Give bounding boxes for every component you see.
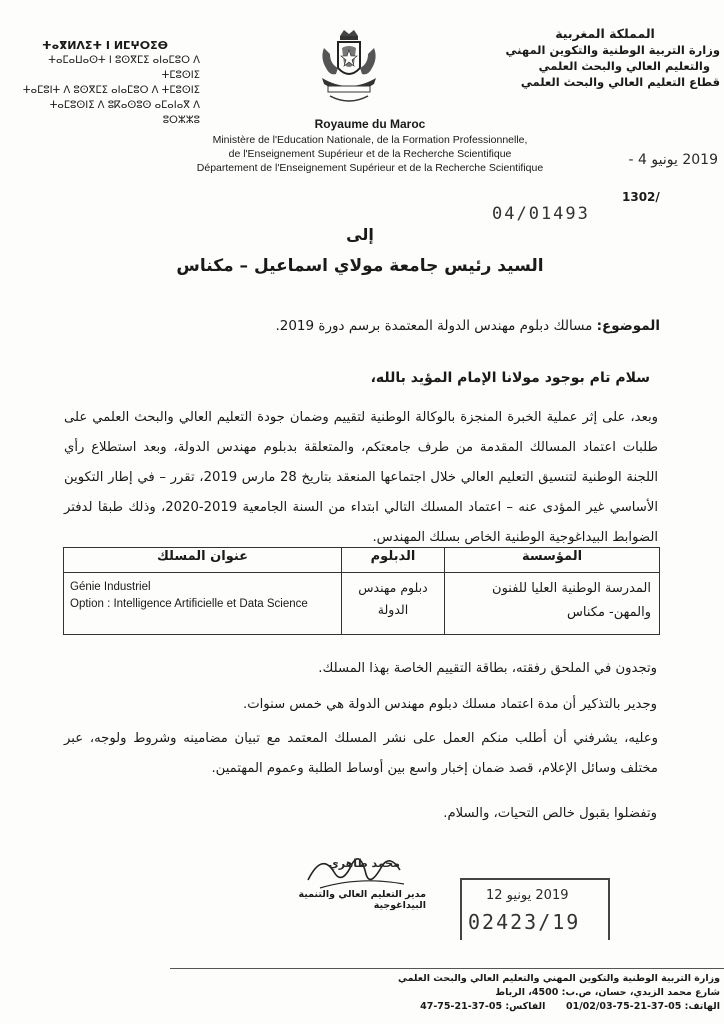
- arabic-line: قطاع التعليم العالي والبحث العلمي: [520, 75, 720, 89]
- arabic-header: [490, 26, 720, 90]
- tifinagh-line: ⵜⴰⵎⵓⵙⵏⵉ ⴷ ⵓⴽⴰⵙⵓⵙ ⴰⵎⴰⵏⴰⴳ ⴷ ⵓⵔⵣⵣⵓ: [49, 100, 200, 126]
- cell-institution: المدرسة الوطنية العليا للفنون والمهن- مكناس: [445, 573, 660, 635]
- arabic-line: والتعليم العالي والبحث العلمي: [538, 59, 710, 73]
- french-line: Département de l'Enseignement Supérieur et de la Recherche Scientifique: [196, 162, 544, 174]
- arabic-title: المملكة المغربية: [555, 26, 655, 41]
- footer-fax: الفاكس: 05-37-21-75-47: [420, 1001, 546, 1012]
- sign-off: وتفضلوا بقبول خالص التحيات، والسلام.: [443, 806, 657, 821]
- french-line: Ministère de l'Education Nationale, de la Formation Professionnelle,: [212, 134, 528, 146]
- tifinagh-title: ⵜⴰⴳⵍⴷⵉⵜ ⵏ ⵍⵎⵖⵔⵉⴱ: [41, 39, 168, 52]
- subject-text: مسالك دبلوم مهندس الدولة المعتمدة برسم دورة 2019.: [275, 318, 593, 334]
- program-line: Option : Intelligence Artificielle et Data Science: [70, 598, 308, 610]
- footer-line: وزارة التربية الوطنية والتكوين المهني والتعليم العالي والبحث العلمي: [397, 973, 720, 984]
- date-handwritten: 2019 يونيو 4 -: [628, 152, 718, 168]
- tifinagh-line: ⵜⴰⵎⴰⵡⴰⵙⵜ ⵏ ⵓⵙⴳⵎⵉ ⴰⵏⴰⵎⵓⵔ ⴷ ⵜⵎⵓⵙⵏⵉ: [48, 55, 200, 81]
- footer-phone: الهاتف: 05-37-21-75-01/02/03: [565, 1001, 720, 1012]
- cell-program: [64, 573, 342, 635]
- tifinagh-line: ⵜⴰⵎⵓⵏⵜ ⴷ ⵓⵙⴳⵎⵉ ⴰⵏⴰⵎⵓⵔ ⴷ ⵜⵎⵓⵙⵏⵉ: [22, 85, 200, 96]
- arabic-line: وزارة التربية الوطنية والتكوين المهني: [505, 43, 720, 57]
- table-row: [64, 573, 660, 635]
- to-label: إلى: [346, 225, 374, 244]
- col-header-institution: المؤسسة: [445, 548, 660, 573]
- footer-divider: [170, 968, 724, 969]
- program-table: [63, 547, 660, 635]
- tifinagh-header: [10, 38, 200, 128]
- signature-title: مدير التعليم العالي والتنمية البيداغوجية: [298, 889, 426, 911]
- footer-contact: [170, 1000, 720, 1014]
- closing-line: وجدير بالتذكير أن مدة اعتماد مسلك دبلوم مهندس الدولة هي خمس سنوات.: [243, 697, 657, 712]
- french-title: Royaume du Maroc: [314, 117, 426, 131]
- coat-of-arms-emblem: [316, 28, 382, 108]
- body-paragraph: وبعد، على إثر عملية الخبرة المنجزة بالوكالة الوطنية لتقييم وضمان جودة التعليم العالي والبحث العلمي على طلبات اعتماد المسالك المقدمة من طرف جامعتكم، والمتعلقة بدبلوم مهندس الدولة، وبعد استطلاع رأي اللجنة الوطنية لتنسيق التعليم العالي خلال اجتماعها المنعقد بتاريخ 28 مارس 2019، تقرر – في إطار التكوين الأساسي غير المؤدى عنه – اعتماد المسلك التالي ابتداء من السنة الجامعية 2019-2020، وذلك طبقا لدفتر الضوابط البيداغوجية الوطنية الخاص بسلك المهندس.: [64, 410, 659, 545]
- received-stamp: [460, 878, 610, 940]
- french-line: de l'Enseignement Supérieur et de la Recherche Scientifique: [228, 148, 512, 160]
- request-paragraph: وعليه، يشرفني أن أطلب منكم العمل على نشر المسلك المعتمد مع تبيان مضامينه وشروط ولوجه، عبر مختلف وسائل الإعلام، قصد ضمان إخبار واسع بين أوساط الطلبة وعموم المهتمين.: [64, 731, 658, 776]
- subject-label: الموضوع:: [596, 318, 660, 334]
- table-header-row: [64, 548, 660, 573]
- cell-diploma: دبلوم مهندس الدولة: [342, 573, 445, 635]
- recipient: السيد رئيس جامعة مولاي اسماعيل – مكناس: [176, 256, 544, 276]
- footer: [170, 972, 720, 1014]
- received-number: 02423/19: [468, 910, 581, 934]
- french-header: [160, 117, 580, 175]
- received-date: 2019 يونيو 12: [486, 888, 569, 903]
- subject: [100, 318, 660, 334]
- program-table-wrap: [63, 547, 660, 635]
- closing-line: وتجدون في الملحق رفقته، بطاقة التقييم الخاصة بهذا المسلك.: [318, 661, 657, 676]
- col-header-diploma: الدبلوم: [342, 548, 445, 573]
- greeting: سلام تام بوجود مولانا الإمام المؤيد بالله،: [370, 370, 650, 386]
- program-line: Génie Industriel: [70, 581, 151, 593]
- reference-suffix: 1302/: [622, 190, 660, 204]
- reference-number: 04/01493: [492, 204, 590, 224]
- footer-line: شارع محمد الزيدي، حسان، ص.ب: 4500، الرباط: [495, 987, 720, 998]
- signature-name: محمد طاهري: [328, 857, 400, 870]
- col-header-program: عنوان المسلك: [64, 548, 342, 573]
